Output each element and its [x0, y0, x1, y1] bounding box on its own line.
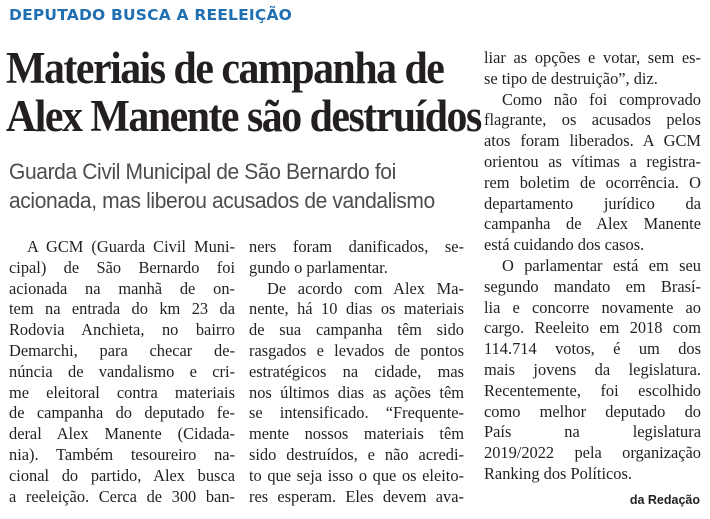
- text-line: flagrante, os acusados pelos: [484, 110, 701, 130]
- text-line: mente nossos materiais têm: [249, 424, 464, 444]
- headline-line: Alex Manente são destruídos: [6, 91, 481, 141]
- text-line: se tipo de destruição”, diz.: [484, 68, 658, 88]
- text-line: atos foram liberados. A GCM: [484, 131, 701, 151]
- text-line: tem na entrada do km 23 da: [9, 299, 235, 319]
- text-line: como melhor deputado do: [484, 401, 701, 421]
- text-line: O parlamentar está em seu: [502, 255, 701, 275]
- text-line: se intensificado. “Frequente-: [249, 403, 464, 423]
- text-line: Recentemente, foi escolhido: [484, 380, 701, 400]
- article-column-1: [9, 237, 235, 507]
- text-line: está cuidando dos casos.: [484, 235, 645, 255]
- text-line: campanha de Alex Manente: [484, 214, 701, 234]
- subheadline-line: acionada, mas liberou acusados de vandalismo: [9, 187, 435, 213]
- headline: [6, 43, 481, 141]
- text-line: 2019/2022 pela organização: [484, 443, 701, 463]
- text-line: País na legislatura: [484, 422, 701, 442]
- text-line: de sua campanha têm sido: [249, 320, 464, 340]
- text-line: me eleitoral contra materiais: [9, 382, 235, 402]
- text-line: cional do partido, Alex busca: [9, 465, 235, 485]
- text-line: Rodovia Anchieta, no bairro: [9, 320, 235, 340]
- text-line: estratégicos na cidade, mas: [249, 361, 464, 381]
- text-line: ners foram danificados, se-: [249, 237, 464, 256]
- text-line: cipal) de São Bernardo foi: [9, 257, 235, 277]
- text-line: núncia de vandalismo e cri-: [9, 361, 235, 381]
- text-line: mais jovens da legislatura.: [484, 359, 701, 379]
- text-line: 114.714 votos, é um dos: [484, 339, 701, 359]
- text-line: nente, há 10 dias os materiais: [249, 299, 464, 319]
- subheadline: [9, 158, 458, 215]
- text-line: Ranking dos Políticos.: [484, 463, 632, 483]
- text-line: cargo. Reeleito em 2018 com: [484, 318, 701, 338]
- text-line: departamento jurídico da: [484, 193, 701, 213]
- headline-line: Materiais de campanha de: [6, 43, 444, 93]
- text-line: gundo o parlamentar.: [249, 257, 388, 277]
- text-line: liar as opções e votar, sem es-: [484, 48, 701, 67]
- text-line: de campanha do deputado fe-: [9, 403, 235, 423]
- text-line: orientou as vítimas a registra-: [484, 151, 701, 171]
- text-line: a reeleição. Cerca de 300 ban-: [9, 486, 235, 506]
- text-line: acionada na manhã de on-: [9, 278, 235, 298]
- article-column-2: [249, 237, 464, 507]
- text-line: deral Alex Manente (Cidada-: [9, 424, 235, 444]
- text-line: to que seja isso o que os eleito-: [249, 465, 464, 485]
- text-line: De acordo com Alex Ma-: [267, 278, 464, 298]
- text-line: Como não foi comprovado: [502, 89, 701, 109]
- text-line: sido destruídos, e não acredi-: [249, 444, 464, 464]
- text-line: Demarchi, para checar de-: [9, 340, 235, 360]
- text-line: rem boletim de ocorrência. O: [484, 172, 701, 192]
- text-line: rasgados e levados de pontos: [249, 340, 464, 360]
- kicker: DEPUTADO BUSCA A REELEIÇÃO: [9, 6, 293, 24]
- text-line: segundo mandato em Brasí-: [484, 276, 701, 296]
- text-line: A GCM (Guarda Civil Muni-: [27, 237, 235, 256]
- article-column-3: [484, 48, 701, 485]
- text-line: nos últimos dias as ações têm: [249, 382, 464, 402]
- text-line: nia). Também tesoureiro na-: [9, 444, 235, 464]
- text-line: res esperam. Eles devem ava-: [249, 486, 464, 506]
- text-line: lia e concorre novamente ao: [484, 297, 701, 317]
- byline: da Redação: [629, 493, 700, 507]
- subheadline-line: Guarda Civil Municipal de São Bernardo foi: [9, 159, 396, 184]
